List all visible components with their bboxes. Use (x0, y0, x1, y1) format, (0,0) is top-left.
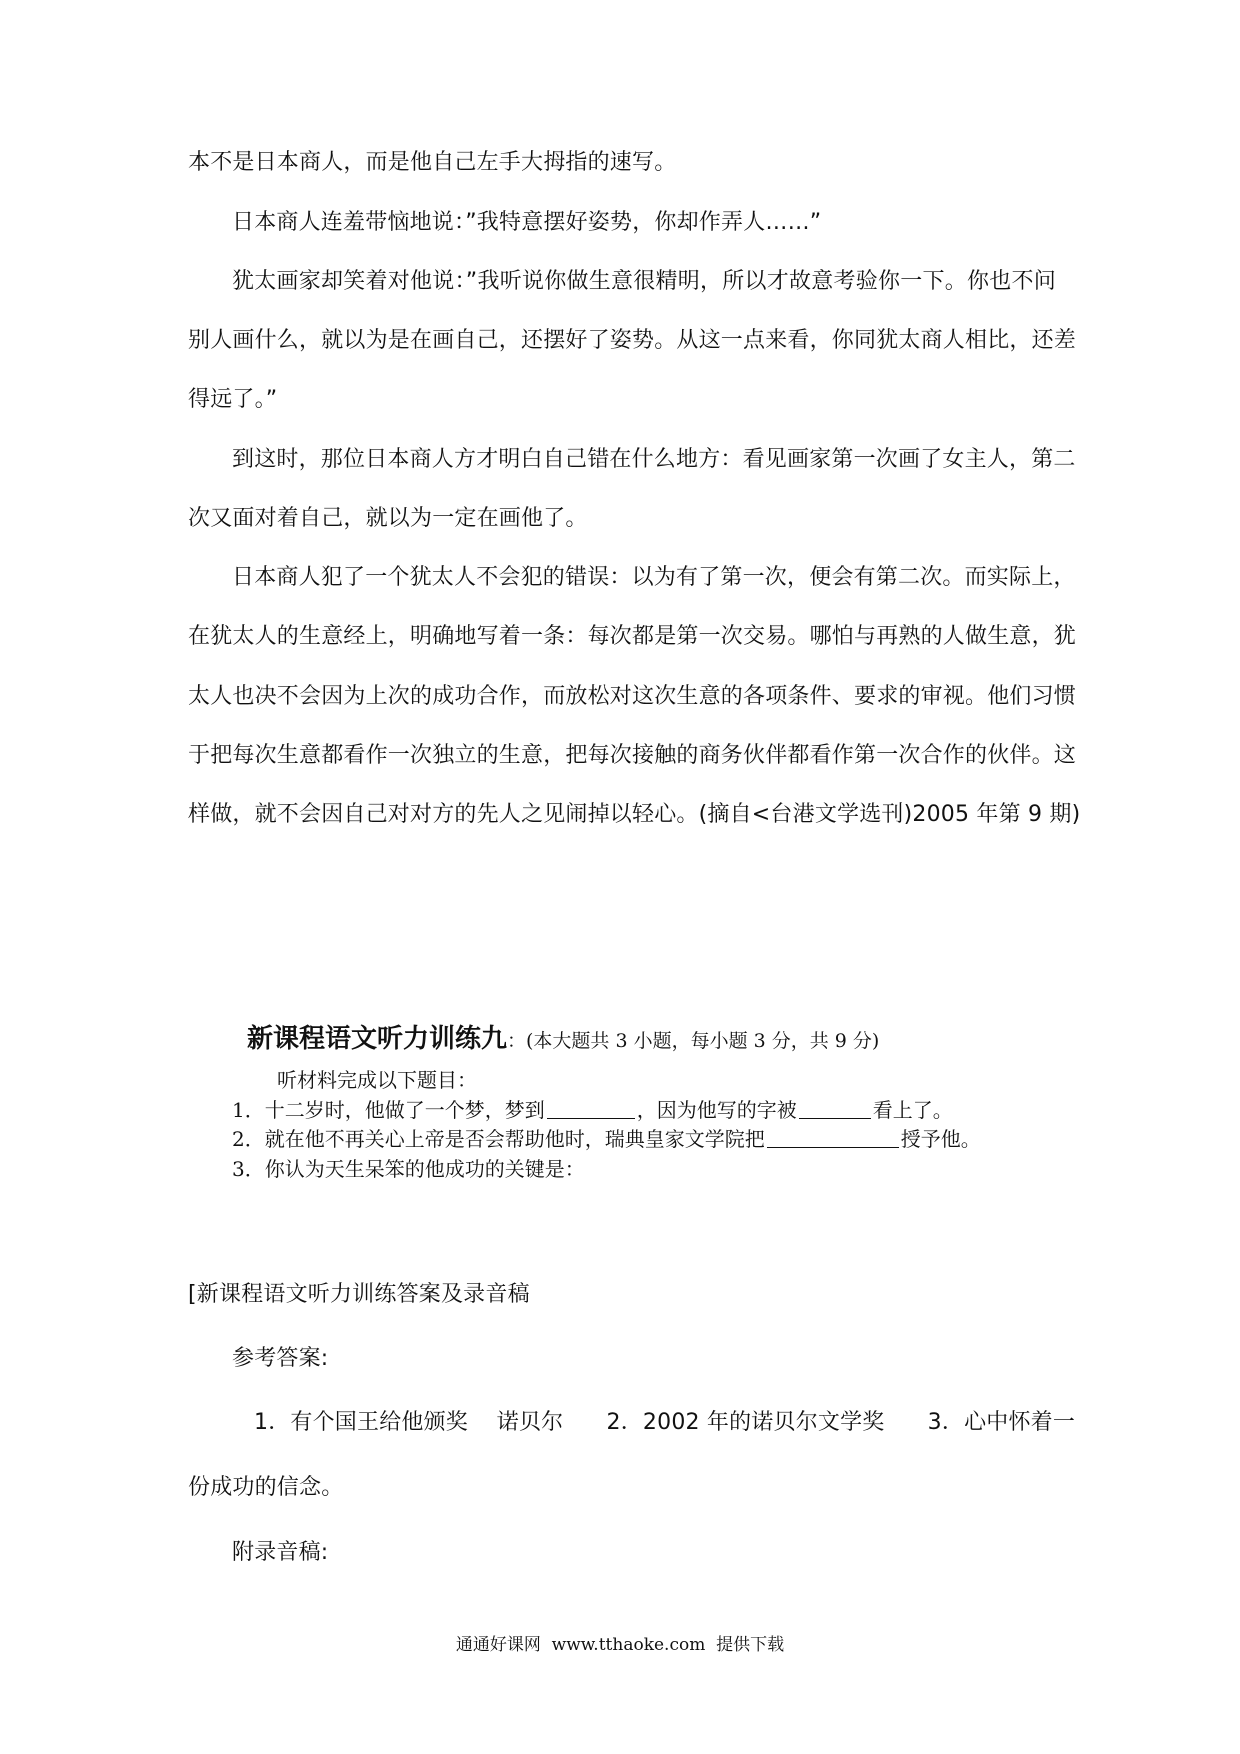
story-line-10: 太人也决不会因为上次的成功合作，而放松对这次生意的各项条件、要求的审视。他们习惯 (188, 684, 1077, 709)
story-line-9: 在犹太人的生意经上，明确地写着一条：每次都是第一次交易。哪怕与再熟的人做生意，犹 (188, 624, 1077, 649)
story-line-5: 得远了。” (188, 387, 278, 412)
answers-line-1: 1．有个国王给他颁奖 诺贝尔 2．2002 年的诺贝尔文学奖 3．心中怀着一 (254, 1410, 1076, 1435)
answer-blank-1[interactable] (547, 1096, 635, 1119)
appendix-label: 附录音稿: (232, 1540, 329, 1565)
answers-line-2: 份成功的信念。 (188, 1475, 344, 1500)
answer-blank-3[interactable] (767, 1125, 899, 1148)
story-line-4: 别人画什么，就以为是在画自己，还摆好了姿势。从这一点来看，你同犹太商人相比，还差 (188, 328, 1077, 353)
story-line-1: 本不是日本商人，而是他自己左手大拇指的速写。 (188, 150, 677, 175)
exercise-note: ：(本大题共 3 小题，每小题 3 分，共 9 分) (507, 1030, 880, 1052)
exercise-title: 新课程语文听力训练九 (247, 1024, 508, 1054)
answer-blank-2[interactable] (799, 1096, 871, 1119)
story-line-2: 日本商人连羞带恼地说：”我特意摆好姿势，你却作弄人……” (232, 210, 822, 235)
answers-label: 参考答案: (232, 1346, 329, 1371)
question-3: 3．你认为天生呆笨的他成功的关键是： (232, 1157, 585, 1181)
story-line-11: 于把每次生意都看作一次独立的生意，把每次接触的商务伙伴都看作第一次合作的伙伴。这 (188, 743, 1077, 768)
story-line-7: 次又面对着自己，就以为一定在画他了。 (188, 506, 588, 531)
question-2: 2．就在他不再关心上帝是否会帮助他时，瑞典皇家文学院把 授予他。 (232, 1127, 981, 1151)
exercise-instruction: 听材料完成以下题目： (277, 1068, 477, 1092)
story-line-12: 样做，就不会因自己对对方的先人之见闹掉以轻心。(摘自<台港文学选刊)2005 年第 9 期) (188, 802, 1081, 827)
question-1: 1．十二岁时，他做了一个梦，梦到 ，因为他写的字被 看上了。 (232, 1098, 953, 1122)
story-line-8: 日本商人犯了一个犹太人不会犯的错误：以为有了第一次，便会有第二次。而实际上， (232, 565, 1076, 590)
story-line-3: 犹太画家却笑着对他说：”我听说你做生意很精明，所以才故意考验你一下。你也不问 (232, 269, 1056, 294)
answers-heading: [新课程语文听力训练答案及录音稿 (188, 1282, 530, 1307)
story-line-6: 到这时，那位日本商人方才明白自己错在什么地方：看见画家第一次画了女主人，第二 (232, 447, 1076, 472)
exercise-heading (247, 1018, 879, 1055)
footer-text: 通通好课网 www.tthaoke.com 提供下载 (455, 1635, 785, 1655)
